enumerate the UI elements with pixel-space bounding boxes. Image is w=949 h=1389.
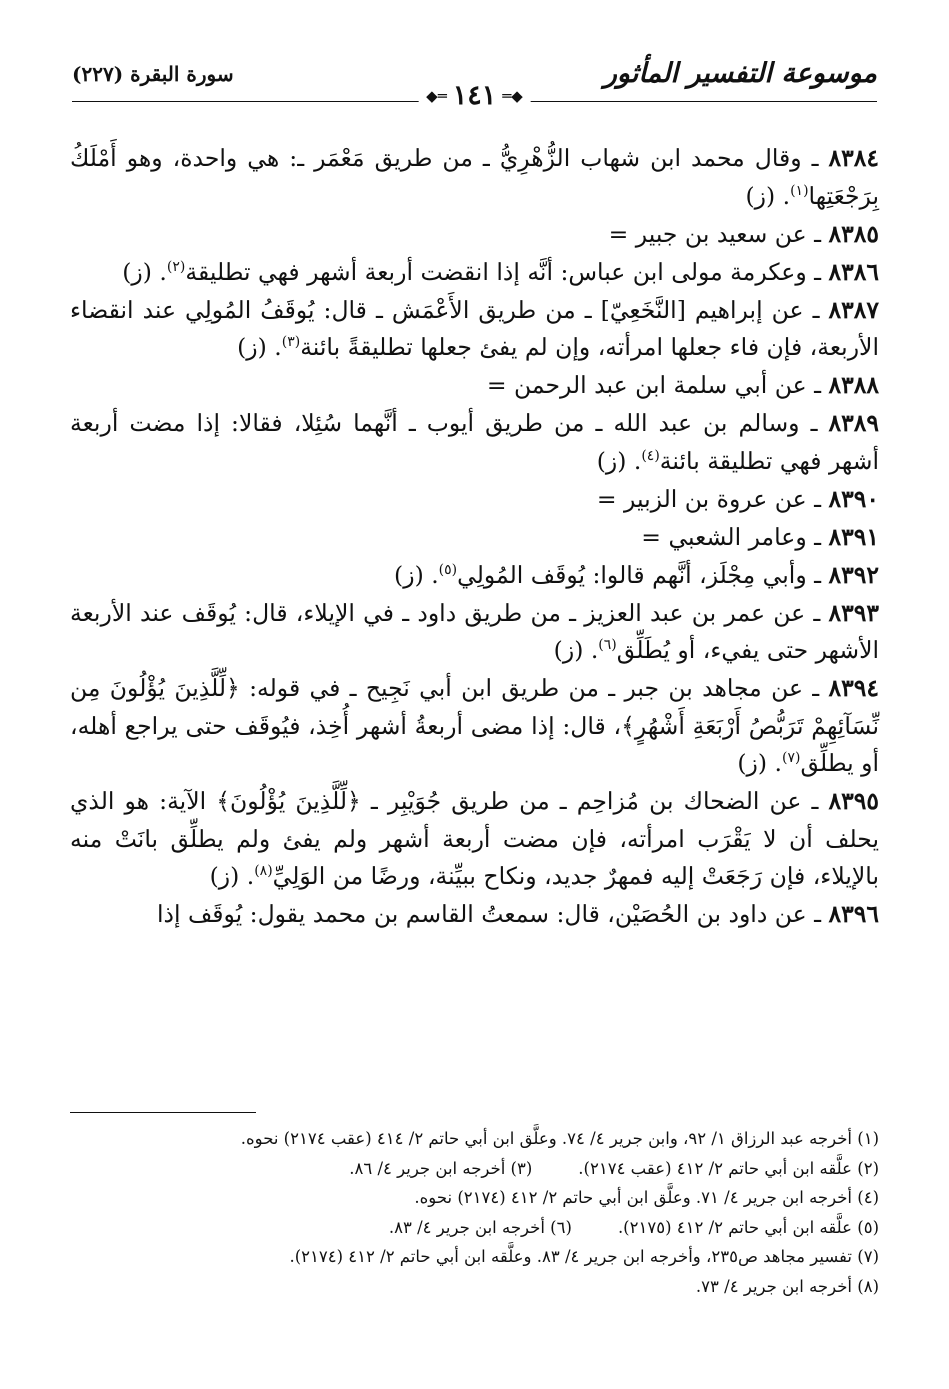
footnote-line <box>70 1272 879 1302</box>
entry-number: ٨٣٨٩ <box>828 409 879 437</box>
entry-text: ـ وعكرمة مولى ابن عباس: أنَّه إذا انقضت أربعة أشهر فهي تطليقة <box>185 257 829 286</box>
entry <box>70 519 879 557</box>
entry-source-tag: . (ز) <box>553 636 599 664</box>
entry-number: ٨٣٨٨ <box>828 371 879 399</box>
footnote-ref: (٧) <box>781 750 801 767</box>
footnote-ref: (٤) <box>641 447 660 464</box>
entry-source-tag: . (ز) <box>209 862 255 890</box>
main-text <box>70 140 879 934</box>
entry-number: ٨٣٩٤ <box>828 674 879 702</box>
entry-source-tag: . (ز) <box>737 749 782 777</box>
page-number-box <box>418 80 531 111</box>
surah-reference: سورة البقرة (٢٢٧) <box>72 62 234 86</box>
entry <box>70 783 879 896</box>
ornament-icon: ═◆ <box>426 86 447 105</box>
entry-text: ـ وأبي مِجْلَز، أنَّهم قالوا: يُوقَف المُولِي <box>457 560 829 589</box>
footnote: (٢) علَّقه ابن أبي حاتم ٢/ ٤١٢ (عقب ٢١٧٤). <box>578 1158 879 1178</box>
entry-text: ـ وسالم بن عبد الله ـ من طريق أيوب ـ أنَّهما سُئِلا، فقالا: إذا مضت أربعة أشهر فهي تطليقة بائنة <box>70 409 879 475</box>
entry-text: ـ عن الضحاك بن مُزاحِم ـ من طريق جُوَيْبِر ـ ﴿لِّلَّذِينَ يُؤْلُونَ﴾ الآية: هو الذي يحلف أن لا يَقْرَب امرأته، فإن مضت أربعة أشهر ولم يفئ ولم يطلِّق بانَتْ منه بالإيلاء، فإن رَجَعَتْ إليه فمهرٌ جديد، ونكاح ببيِّنة، ورضًا من الوَلِيِّ <box>70 787 879 890</box>
footnotes <box>70 1124 879 1301</box>
entry-text: ـ وقال محمد ابن شهاب الزُّهْرِيُّ ـ من طريق مَعْمَر ـ: هي واحدة، وهو أَمْلَكُ بِرَجْعَتِها <box>70 144 879 210</box>
footnote: (٨) أخرجه ابن جرير ٤/ ٧٣. <box>695 1276 879 1296</box>
entry <box>70 405 879 480</box>
entry-number: ٨٣٨٥ <box>828 219 879 248</box>
footnote-line <box>70 1154 879 1184</box>
footnote: (٦) أخرجه ابن جرير ٤/ ٨٣. <box>388 1217 572 1237</box>
footnote-line <box>70 1213 879 1243</box>
footnote-ref: (٣) <box>281 334 301 351</box>
entry-number: ٨٣٨٧ <box>828 295 879 324</box>
entry-text: ـ عن سعيد بن جبير = <box>608 219 829 248</box>
entry-text: ـ عن عروة بن الزبير = <box>596 484 829 513</box>
footnote-ref: (٨) <box>254 863 273 880</box>
page-number: ١٤١ <box>452 80 497 111</box>
footnote-ref: (٢) <box>166 258 186 275</box>
footnote-line <box>70 1124 879 1154</box>
footnote-line <box>70 1242 879 1272</box>
entry-text: ـ عن أبي سلمة ابن عبد الرحمن = <box>486 371 829 399</box>
entry <box>70 481 879 519</box>
entry <box>70 367 879 405</box>
footnote: (٤) أخرجه ابن جرير ٤/ ٧١. وعلَّق ابن أبي حاتم ٢/ ٤١٢ (٢١٧٤) نحوه. <box>414 1188 879 1207</box>
entry-text: ـ عن إبراهيم [النَّخَعِيّ] ـ من طريق الأَعْمَش ـ قال: يُوقَفُ المُولِي عند انقضاء الأربعة، فإن فاء جعلها امرأته، وإن لم يفئ جعلها تطليقةً بائنة <box>70 295 879 361</box>
entry-number: ٨٣٨٦ <box>828 257 879 286</box>
entry-number: ٨٣٩٥ <box>828 787 879 815</box>
page-header <box>72 56 877 116</box>
entry <box>70 896 879 934</box>
ornament-icon: ◆═ <box>502 86 523 105</box>
entry <box>70 292 879 367</box>
entry <box>70 216 879 254</box>
footnote-ref: (٦) <box>598 637 617 654</box>
entry-number: ٨٣٩٢ <box>828 560 879 589</box>
entry-source-tag: . (ز) <box>596 446 642 475</box>
entry-source-tag: . (ز) <box>237 333 282 361</box>
entry-source-tag: . (ز) <box>394 560 439 589</box>
footnote-rule <box>70 1112 256 1113</box>
footnote: (٣) أخرجه ابن جرير ٤/ ٨٦. <box>349 1158 533 1178</box>
entry-number: ٨٣٩٦ <box>828 900 879 928</box>
book-title: موسوعة التفسير المأثور <box>603 58 877 89</box>
footnote-line <box>70 1183 879 1213</box>
entry-number: ٨٣٩١ <box>828 522 879 551</box>
entry-number: ٨٣٨٤ <box>828 144 879 172</box>
footnote-ref: (٥) <box>438 561 458 578</box>
entry <box>70 254 879 292</box>
entry-text: ـ عن عمر بن عبد العزيز ـ من طريق داود ـ في الإيلاء، قال: يُوقَف عند الأربعة الأشهر حتى يفيء، أو يُطَلِّق <box>70 598 879 664</box>
entry <box>70 670 879 783</box>
footnote: (٥) علَّقه ابن أبي حاتم ٢/ ٤١٢ (٢١٧٥). <box>617 1217 879 1237</box>
entry-number: ٨٣٩٠ <box>828 484 879 513</box>
entry-text: ـ عن مجاهد بن جبر ـ من طريق ابن أبي نَجِيح ـ في قوله: ﴿لِّلَّذِينَ يُؤْلُونَ مِن نِّسَآئِهِمْ تَرَبُّصُ أَرْبَعَةِ أَشْهُرٍ﴾، قال: إذا مضى أربعةُ أشهر أُخِذ، فيُوقَف حتى يراجع أهله، أو يطلِّق <box>70 674 879 777</box>
footnote-ref: (١) <box>790 182 809 199</box>
entry <box>70 557 879 595</box>
entry-source-tag: . (ز) <box>122 257 167 286</box>
entry <box>70 595 879 670</box>
entry-text: ـ عن داود بن الحُصَيْن، قال: سمعتُ القاسم بن محمد يقول: يُوقَف إذا <box>156 900 829 928</box>
entry-source-tag: . (ز) <box>745 181 791 210</box>
footnote: (٧) تفسير مجاهد ص٢٣٥، وأخرجه ابن جرير ٤/ ٨٣. وعلَّقه ابن أبي حاتم ٢/ ٤١٢ (٢١٧٤). <box>289 1247 879 1266</box>
entry-number: ٨٣٩٣ <box>828 598 879 627</box>
entry <box>70 140 879 215</box>
entry-text: ـ وعامر الشعبي = <box>641 522 829 551</box>
footnote: (١) أخرجه عبد الرزاق ١/ ٩٢، وابن جرير ٤/ ٧٤. وعلَّق ابن أبي حاتم ٢/ ٤١٤ (عقب ٢١٧٤) نحوه. <box>240 1129 879 1148</box>
